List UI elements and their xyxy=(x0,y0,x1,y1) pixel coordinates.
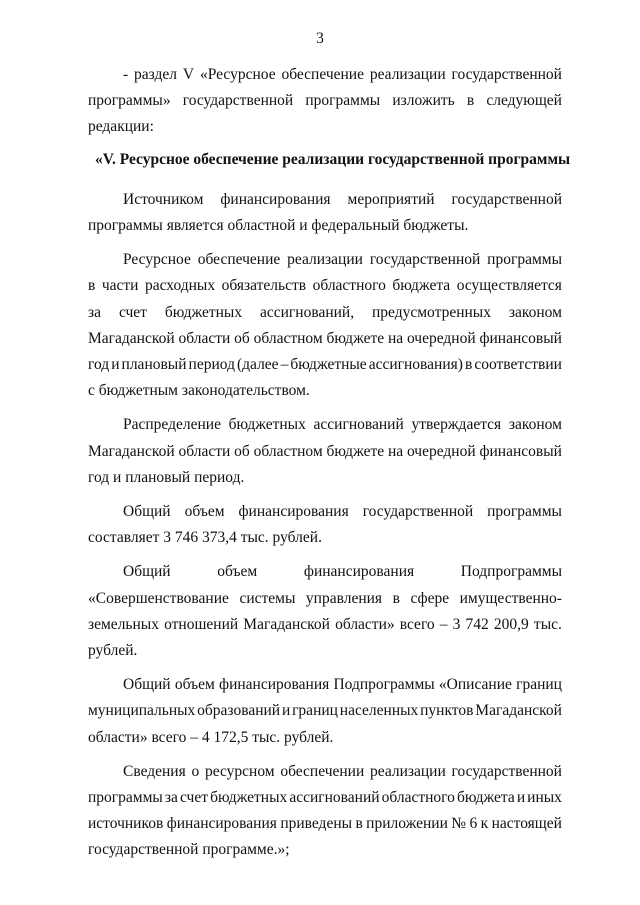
word: бюджетные xyxy=(290,356,367,374)
word: финансовый xyxy=(479,329,562,347)
word: обеспечение xyxy=(197,251,281,269)
word: пунктов xyxy=(420,702,474,720)
word: государственной xyxy=(451,190,562,208)
word: 6 xyxy=(469,815,478,833)
word: в xyxy=(355,815,363,833)
text-line xyxy=(88,62,562,88)
text-line xyxy=(88,247,562,273)
word: бюджетных xyxy=(210,789,288,807)
word: и xyxy=(111,356,120,374)
word: земельных xyxy=(88,615,159,633)
word: бюджетных xyxy=(164,303,243,321)
word: - xyxy=(123,66,129,83)
word: настоящей xyxy=(491,815,562,833)
word: (далее xyxy=(237,356,279,374)
word: приведены xyxy=(280,815,353,833)
paragraph-resource-provision xyxy=(88,247,562,404)
word: в xyxy=(392,589,400,607)
word: реализации xyxy=(369,66,446,83)
word: «Совершенствование xyxy=(88,589,229,607)
word: программы xyxy=(487,251,562,269)
word: финансирования xyxy=(219,676,330,694)
text-line: редакции: xyxy=(88,118,154,136)
word: V xyxy=(182,66,195,83)
text-line xyxy=(88,499,562,525)
text-line: области» всего – 4 172,5 тыс. рублей. xyxy=(88,728,334,746)
text-line xyxy=(88,586,562,612)
word: области» xyxy=(335,615,395,633)
word: бюджете xyxy=(326,329,385,347)
word: в xyxy=(464,356,473,374)
word: реализации xyxy=(287,251,363,269)
word: за xyxy=(88,303,102,321)
word: следующей xyxy=(486,92,562,110)
word: законом xyxy=(508,303,562,321)
text-line xyxy=(88,785,562,811)
word: имущественно- xyxy=(459,589,562,607)
word: на xyxy=(387,442,404,460)
word: соответствии xyxy=(474,356,562,374)
word: и xyxy=(281,702,291,720)
text-line xyxy=(88,326,562,352)
document-body xyxy=(88,62,571,872)
word: очередной xyxy=(406,442,476,460)
text-line: программы является областной и федеральный бюджеты. xyxy=(88,217,469,235)
word: программы xyxy=(305,92,381,110)
word: об xyxy=(234,442,250,460)
word: ассигнования) xyxy=(368,356,463,374)
word: Магаданской xyxy=(88,442,175,460)
word: государственной xyxy=(182,92,294,110)
text-line xyxy=(88,352,562,378)
word: № xyxy=(451,815,467,833)
word: государственной xyxy=(451,762,562,780)
word: Подпрограммы xyxy=(460,563,562,581)
text-line xyxy=(88,612,562,638)
word: тыс. xyxy=(533,615,562,633)
word: – xyxy=(439,615,448,633)
word: государственной xyxy=(362,503,474,521)
word: государственной xyxy=(369,251,481,269)
word: финансирования xyxy=(166,815,277,833)
word: к xyxy=(480,815,489,833)
word: Подпрограммы xyxy=(333,676,435,694)
word: в xyxy=(466,92,475,110)
word: программы xyxy=(88,789,163,807)
text-line xyxy=(88,698,562,724)
paragraph-allocation xyxy=(88,412,562,491)
word: раздел xyxy=(134,66,178,83)
paragraph-appendix-reference xyxy=(88,759,562,864)
word: ассигнований xyxy=(289,789,380,807)
word: государственной xyxy=(451,66,562,83)
word: финансирования xyxy=(220,190,331,208)
word: Ресурсное xyxy=(123,251,191,269)
word: всего xyxy=(399,615,435,633)
word: областного xyxy=(381,789,455,807)
text-line xyxy=(88,672,562,698)
word: законом xyxy=(508,416,562,434)
word: бюджетных xyxy=(228,416,306,434)
word: Магаданской xyxy=(243,615,330,633)
text-line: государственной программе.»; xyxy=(88,841,290,859)
text-line xyxy=(88,412,562,438)
word: год xyxy=(88,356,110,374)
word: и xyxy=(516,789,526,807)
word: программы xyxy=(487,503,562,521)
word: финансовый xyxy=(479,442,562,460)
word: «Описание xyxy=(438,676,512,694)
word: границ xyxy=(516,676,562,694)
section-heading: «V. Ресурсное обеспечение реализации государственной программы xyxy=(95,150,571,168)
word: осуществляется xyxy=(456,277,562,295)
word: расходных xyxy=(144,277,216,295)
word: об xyxy=(234,329,250,347)
word: очередной xyxy=(406,329,476,347)
word: областном xyxy=(253,329,323,347)
word: изложить xyxy=(392,92,455,110)
text-line xyxy=(88,88,562,114)
word: о xyxy=(191,762,200,780)
word: части xyxy=(101,277,139,295)
page-number: 3 xyxy=(316,30,324,47)
word: системы xyxy=(239,589,296,607)
word: населенных xyxy=(339,702,419,720)
word: – xyxy=(280,356,289,374)
word: объем xyxy=(184,503,225,521)
word: программы» xyxy=(88,92,171,110)
text-line xyxy=(88,300,562,326)
paragraph-subprogram-property xyxy=(88,559,562,664)
word: «Ресурсное xyxy=(199,66,276,83)
word: границ xyxy=(292,702,338,720)
word: Источником xyxy=(123,190,204,208)
word: Магаданской xyxy=(475,702,562,720)
word: плановый xyxy=(121,356,187,374)
text-line: составляет 3 746 373,4 тыс. рублей. xyxy=(88,529,322,547)
word: Общий xyxy=(123,676,171,694)
word: источников xyxy=(88,815,164,833)
word: областном xyxy=(253,442,323,460)
word: финансирования xyxy=(238,503,349,521)
word: за xyxy=(164,789,178,807)
paragraph-total-volume xyxy=(88,499,562,551)
word: отношений xyxy=(164,615,239,633)
word: счет xyxy=(118,303,147,321)
paragraph-funding-source xyxy=(88,187,562,239)
word: 3 xyxy=(452,615,461,633)
text-line: с бюджетным законодательством. xyxy=(88,382,310,400)
word: в xyxy=(88,277,96,295)
text-line: рублей. xyxy=(88,642,138,660)
word: области xyxy=(178,329,231,347)
word: ассигнований, xyxy=(260,303,355,321)
word: областного xyxy=(312,277,386,295)
word: объем xyxy=(174,676,215,694)
paragraph-subprogram-boundaries xyxy=(88,672,562,751)
word: финансирования xyxy=(303,563,415,581)
word: иных xyxy=(527,789,562,807)
word: Магаданской xyxy=(88,329,175,347)
word: Распределение xyxy=(123,416,221,434)
word: счет xyxy=(179,789,208,807)
text-line xyxy=(88,439,562,465)
word: утверждается xyxy=(411,416,502,434)
text-line xyxy=(88,759,562,785)
text-line xyxy=(88,811,562,837)
word: ассигнований xyxy=(313,416,404,434)
word: 742 xyxy=(465,615,489,633)
word: обеспечении xyxy=(280,762,365,780)
word: области xyxy=(178,442,231,460)
word: предусмотренных xyxy=(372,303,491,321)
word: муниципальных xyxy=(88,702,196,720)
text-line xyxy=(88,559,562,585)
word: бюджете xyxy=(326,442,385,460)
word: ресурсном xyxy=(204,762,275,780)
word: сфере xyxy=(410,589,450,607)
word: реализации xyxy=(370,762,446,780)
text-line xyxy=(88,273,562,299)
paragraph-section-amendment xyxy=(88,62,562,141)
word: обязательств xyxy=(221,277,307,295)
word: Общий xyxy=(123,563,171,581)
word: объем xyxy=(217,563,258,581)
word: на xyxy=(387,329,404,347)
word: Общий xyxy=(123,503,171,521)
word: Сведения xyxy=(123,762,186,780)
word: образований xyxy=(197,702,281,720)
text-line: год и плановый период. xyxy=(88,468,245,486)
word: бюджета xyxy=(392,277,451,295)
word: бюджета xyxy=(456,789,515,807)
word: период xyxy=(188,356,235,374)
word: приложении xyxy=(366,815,448,833)
word: мероприятий xyxy=(347,190,435,208)
word: 200,9 xyxy=(493,615,529,633)
text-line xyxy=(88,187,562,213)
word: обеспечение xyxy=(281,66,364,83)
word: управления xyxy=(305,589,383,607)
